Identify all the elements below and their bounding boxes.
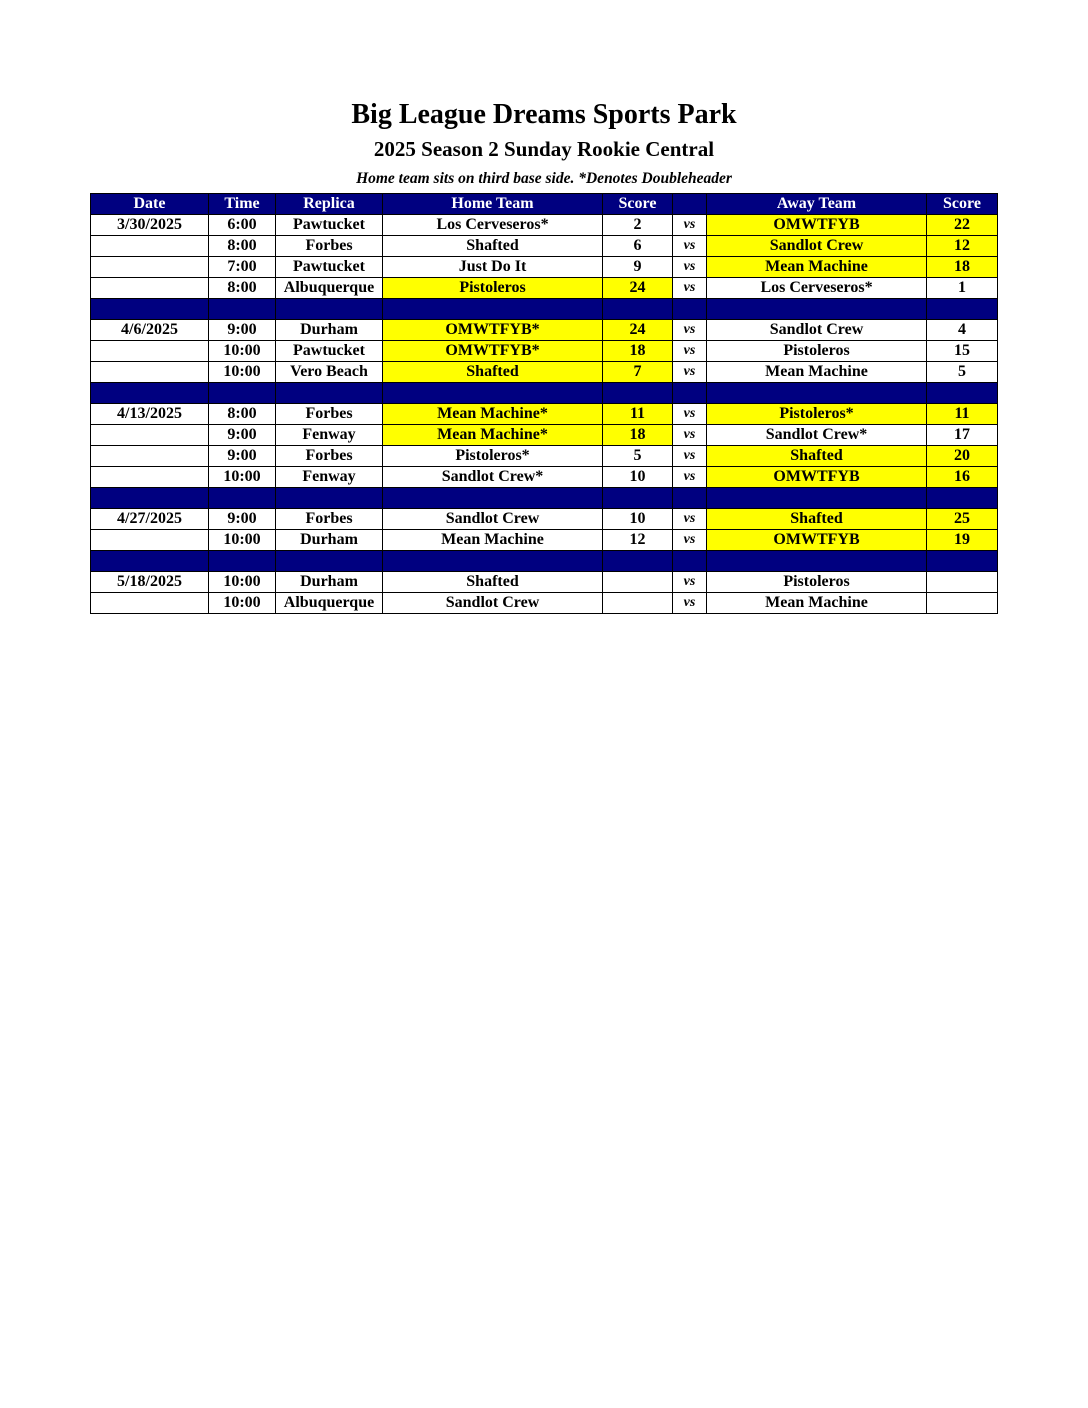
cell-home-score: 2 — [603, 215, 673, 236]
column-header-home-score: Score — [603, 194, 673, 215]
separator-cell — [91, 551, 209, 572]
cell-vs: vs — [673, 425, 707, 446]
game-row — [91, 593, 998, 614]
cell-home-team: Sandlot Crew — [383, 509, 603, 530]
schedule-note: Home team sits on third base side. *Denotes Doubleheader — [356, 170, 732, 187]
game-row — [91, 215, 998, 236]
column-header-away-score: Score — [927, 194, 998, 215]
cell-home-team: Pistoleros* — [383, 446, 603, 467]
game-row — [91, 446, 998, 467]
cell-away-team: OMWTFYB — [707, 215, 927, 236]
separator-cell — [707, 383, 927, 404]
game-row — [91, 425, 998, 446]
cell-home-score: 10 — [603, 467, 673, 488]
cell-home-team: Sandlot Crew — [383, 593, 603, 614]
column-header-replica: Replica — [276, 194, 383, 215]
cell-replica: Durham — [276, 530, 383, 551]
cell-home-score — [603, 593, 673, 614]
cell-date — [91, 467, 209, 488]
cell-vs: vs — [673, 593, 707, 614]
cell-vs: vs — [673, 341, 707, 362]
cell-away-team: OMWTFYB — [707, 530, 927, 551]
cell-time: 10:00 — [209, 362, 276, 383]
cell-away-team: Mean Machine — [707, 362, 927, 383]
cell-replica: Forbes — [276, 236, 383, 257]
cell-time: 8:00 — [209, 236, 276, 257]
cell-time: 8:00 — [209, 404, 276, 425]
cell-home-team: Shafted — [383, 236, 603, 257]
separator-cell — [383, 299, 603, 320]
column-header-date: Date — [91, 194, 209, 215]
separator-cell — [209, 488, 276, 509]
separator-cell — [603, 299, 673, 320]
column-header-vs — [673, 194, 707, 215]
week-separator-row — [91, 551, 998, 572]
game-row — [91, 257, 998, 278]
cell-replica: Vero Beach — [276, 362, 383, 383]
cell-vs: vs — [673, 236, 707, 257]
cell-away-team: Sandlot Crew* — [707, 425, 927, 446]
cell-date: 4/27/2025 — [91, 509, 209, 530]
cell-home-team: Just Do It — [383, 257, 603, 278]
cell-vs: vs — [673, 530, 707, 551]
cell-time: 8:00 — [209, 278, 276, 299]
cell-away-team: Pistoleros* — [707, 404, 927, 425]
cell-replica: Forbes — [276, 404, 383, 425]
cell-away-score — [927, 572, 998, 593]
cell-away-score: 15 — [927, 341, 998, 362]
cell-home-team: Los Cerveseros* — [383, 215, 603, 236]
cell-replica: Albuquerque — [276, 593, 383, 614]
game-row — [91, 404, 998, 425]
separator-cell — [927, 488, 998, 509]
cell-date: 4/6/2025 — [91, 320, 209, 341]
game-row — [91, 341, 998, 362]
cell-date — [91, 257, 209, 278]
cell-away-score: 12 — [927, 236, 998, 257]
separator-cell — [91, 299, 209, 320]
game-row — [91, 530, 998, 551]
week-separator-row — [91, 299, 998, 320]
cell-home-team: Shafted — [383, 572, 603, 593]
cell-home-team: Sandlot Crew* — [383, 467, 603, 488]
separator-cell — [91, 383, 209, 404]
separator-cell — [603, 551, 673, 572]
cell-away-team: Sandlot Crew — [707, 236, 927, 257]
cell-time: 9:00 — [209, 425, 276, 446]
cell-home-score: 24 — [603, 278, 673, 299]
separator-cell — [91, 488, 209, 509]
cell-time: 9:00 — [209, 446, 276, 467]
cell-vs: vs — [673, 257, 707, 278]
cell-time: 10:00 — [209, 593, 276, 614]
cell-away-team: Sandlot Crew — [707, 320, 927, 341]
cell-home-score: 5 — [603, 446, 673, 467]
separator-cell — [383, 383, 603, 404]
cell-vs: vs — [673, 278, 707, 299]
cell-home-team: Pistoleros — [383, 278, 603, 299]
cell-home-score: 10 — [603, 509, 673, 530]
game-row — [91, 362, 998, 383]
cell-replica: Pawtucket — [276, 215, 383, 236]
cell-away-team: Shafted — [707, 446, 927, 467]
cell-away-team: Pistoleros — [707, 341, 927, 362]
cell-replica: Forbes — [276, 509, 383, 530]
cell-home-team: Mean Machine* — [383, 425, 603, 446]
cell-away-team: Shafted — [707, 509, 927, 530]
separator-cell — [276, 551, 383, 572]
cell-home-team: Shafted — [383, 362, 603, 383]
cell-vs: vs — [673, 572, 707, 593]
separator-cell — [603, 383, 673, 404]
schedule-body — [91, 215, 998, 614]
cell-home-team: Mean Machine — [383, 530, 603, 551]
cell-date — [91, 530, 209, 551]
page-title: Big League Dreams Sports Park — [351, 99, 737, 130]
cell-time: 6:00 — [209, 215, 276, 236]
cell-replica: Durham — [276, 572, 383, 593]
separator-cell — [927, 299, 998, 320]
cell-date — [91, 278, 209, 299]
cell-time: 10:00 — [209, 530, 276, 551]
cell-away-score: 18 — [927, 257, 998, 278]
separator-cell — [603, 488, 673, 509]
cell-date — [91, 425, 209, 446]
game-row — [91, 320, 998, 341]
separator-cell — [707, 488, 927, 509]
cell-time: 9:00 — [209, 509, 276, 530]
cell-away-score: 5 — [927, 362, 998, 383]
separator-cell — [707, 299, 927, 320]
cell-home-score: 11 — [603, 404, 673, 425]
game-row — [91, 278, 998, 299]
cell-vs: vs — [673, 446, 707, 467]
cell-replica: Durham — [276, 320, 383, 341]
cell-home-score: 6 — [603, 236, 673, 257]
week-separator-row — [91, 488, 998, 509]
cell-home-score — [603, 572, 673, 593]
cell-home-team: OMWTFYB* — [383, 320, 603, 341]
game-row — [91, 572, 998, 593]
column-header-time: Time — [209, 194, 276, 215]
separator-cell — [707, 551, 927, 572]
cell-home-score: 12 — [603, 530, 673, 551]
cell-time: 7:00 — [209, 257, 276, 278]
cell-away-score: 20 — [927, 446, 998, 467]
cell-vs: vs — [673, 320, 707, 341]
cell-replica: Forbes — [276, 446, 383, 467]
cell-replica: Fenway — [276, 425, 383, 446]
cell-vs: vs — [673, 467, 707, 488]
cell-date — [91, 236, 209, 257]
separator-cell — [209, 383, 276, 404]
cell-away-score: 1 — [927, 278, 998, 299]
cell-date: 5/18/2025 — [91, 572, 209, 593]
cell-date — [91, 341, 209, 362]
cell-time: 10:00 — [209, 341, 276, 362]
column-header-away-team: Away Team — [707, 194, 927, 215]
cell-date: 4/13/2025 — [91, 404, 209, 425]
separator-cell — [673, 299, 707, 320]
cell-away-score — [927, 593, 998, 614]
cell-home-team: OMWTFYB* — [383, 341, 603, 362]
game-row — [91, 467, 998, 488]
cell-home-score: 18 — [603, 341, 673, 362]
cell-home-team: Mean Machine* — [383, 404, 603, 425]
cell-away-score: 25 — [927, 509, 998, 530]
cell-date: 3/30/2025 — [91, 215, 209, 236]
cell-away-team: OMWTFYB — [707, 467, 927, 488]
game-row — [91, 236, 998, 257]
schedule-table — [90, 193, 998, 614]
cell-home-score: 18 — [603, 425, 673, 446]
cell-vs: vs — [673, 215, 707, 236]
separator-cell — [209, 299, 276, 320]
separator-cell — [209, 551, 276, 572]
cell-away-score: 19 — [927, 530, 998, 551]
game-row — [91, 509, 998, 530]
cell-away-score: 17 — [927, 425, 998, 446]
cell-replica: Albuquerque — [276, 278, 383, 299]
separator-cell — [276, 488, 383, 509]
separator-cell — [276, 383, 383, 404]
separator-cell — [276, 299, 383, 320]
cell-home-score: 9 — [603, 257, 673, 278]
cell-vs: vs — [673, 404, 707, 425]
separator-cell — [673, 383, 707, 404]
cell-away-team: Los Cerveseros* — [707, 278, 927, 299]
cell-away-score: 4 — [927, 320, 998, 341]
week-separator-row — [91, 383, 998, 404]
cell-away-score: 22 — [927, 215, 998, 236]
separator-cell — [673, 551, 707, 572]
cell-vs: vs — [673, 362, 707, 383]
cell-date — [91, 446, 209, 467]
cell-replica: Pawtucket — [276, 257, 383, 278]
cell-away-score: 11 — [927, 404, 998, 425]
table-header-row — [91, 194, 998, 215]
cell-replica: Fenway — [276, 467, 383, 488]
cell-away-team: Pistoleros — [707, 572, 927, 593]
cell-away-score: 16 — [927, 467, 998, 488]
cell-vs: vs — [673, 509, 707, 530]
cell-home-score: 24 — [603, 320, 673, 341]
column-header-home-team: Home Team — [383, 194, 603, 215]
page-subtitle: 2025 Season 2 Sunday Rookie Central — [373, 137, 715, 161]
cell-date — [91, 362, 209, 383]
separator-cell — [383, 488, 603, 509]
cell-time: 10:00 — [209, 467, 276, 488]
cell-date — [91, 593, 209, 614]
cell-away-team: Mean Machine — [707, 593, 927, 614]
separator-cell — [673, 488, 707, 509]
separator-cell — [927, 551, 998, 572]
cell-away-team: Mean Machine — [707, 257, 927, 278]
separator-cell — [383, 551, 603, 572]
cell-replica: Pawtucket — [276, 341, 383, 362]
cell-time: 9:00 — [209, 320, 276, 341]
cell-home-score: 7 — [603, 362, 673, 383]
cell-time: 10:00 — [209, 572, 276, 593]
separator-cell — [927, 383, 998, 404]
